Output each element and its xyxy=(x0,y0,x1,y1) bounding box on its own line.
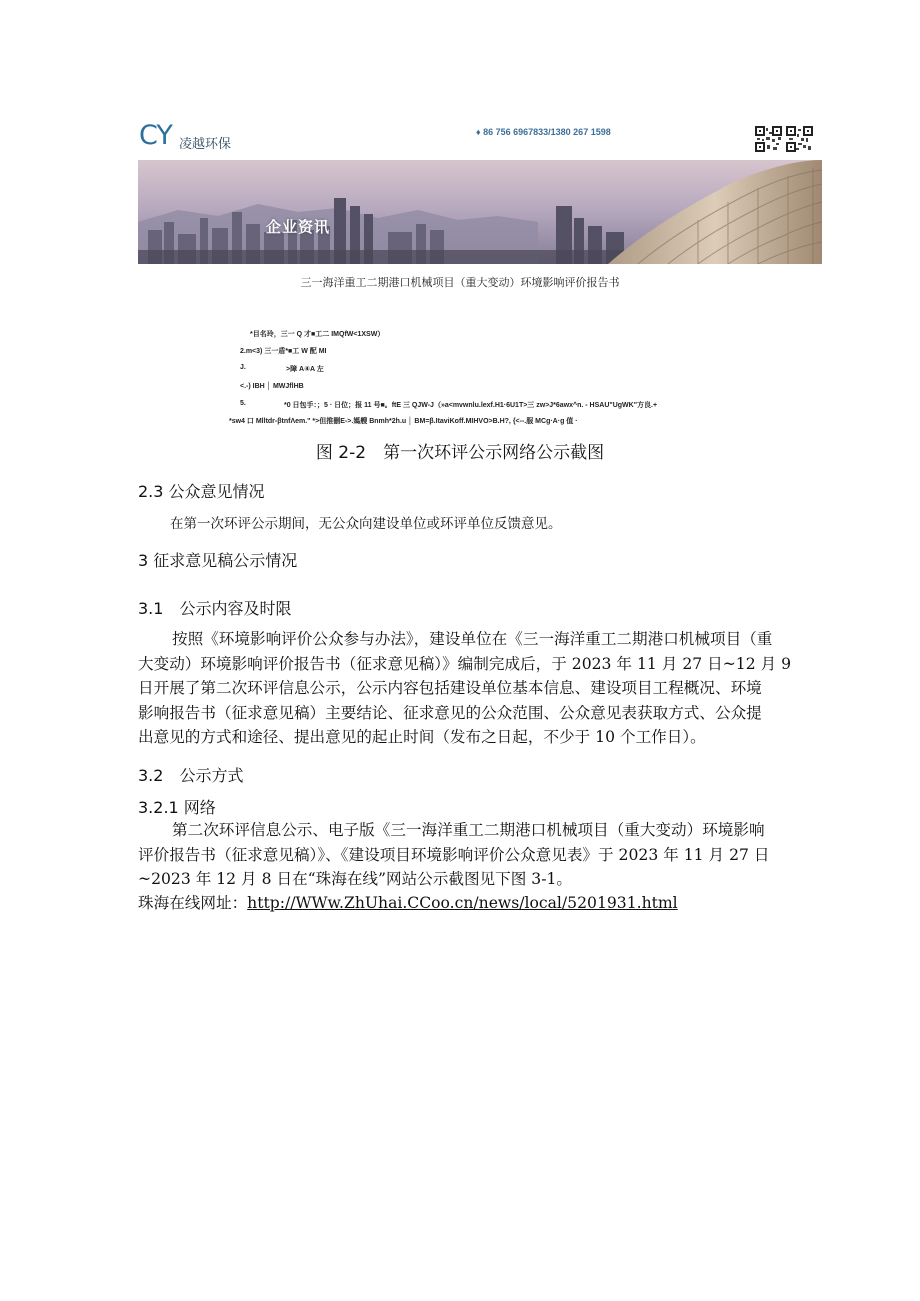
paragraph-line: 影响报告书（征求意见稿）主要结论、征求意见的公众范围、公众意见表获取方式、公众提 xyxy=(138,703,762,722)
paragraph-line: 大变动）环境影响评价报告书（征求意见稿）》编制完成后，于 2023 年 11 月 27 日~12 月 9 xyxy=(138,654,792,673)
paragraph-line: 出意见的方式和途径、提出意见的起止时间（发布之日起，不少于 10 个工作日）。 xyxy=(138,728,706,746)
garbled-line: J. xyxy=(240,364,246,371)
garbled-line: *0 日包手：；5 · 日位；报 11 号■。ftE 三 QJW-J（»a<mvwnlu.lexf.H1·6U1T>三 zw>J*6awx^n. - HSAU"UgWK"方良.+ xyxy=(284,402,658,409)
url-label: 珠海在线网址： xyxy=(138,894,248,912)
subsection-heading: 3.2.1 网络 xyxy=(138,798,216,817)
figure-caption: 图 2-2 第一次环评公示网络公示截图 xyxy=(315,443,605,463)
section-paragraph: 在第一次环评公示期间，无公众向建设单位或环评单位反馈意见。 xyxy=(170,516,562,532)
subsection-heading: 3.2 公示方式 xyxy=(138,766,244,785)
section-heading: 2.3 公众意见情况 xyxy=(138,482,265,501)
subsection-heading: 3.1 公示内容及时限 xyxy=(138,599,292,618)
section-heading: 3 征求意见稿公示情况 xyxy=(138,551,298,570)
paragraph-line: 日开展了第二次环评信息公示，公示内容包括建设单位基本信息、建设项目工程概况、环境 xyxy=(138,679,762,697)
garbled-line: >障 A④A 左 xyxy=(286,366,324,373)
paragraph-line: 第二次环评信息公示、电子版《三一海洋重工二期港口机械项目（重大变动）环境影响 xyxy=(172,821,765,839)
qr-code-icon xyxy=(755,126,782,152)
website-link[interactable]: http://WWw.ZhUhai.CCoo.cn/news/local/5201931.html xyxy=(247,894,678,912)
garbled-line: 2.m<3) 三一盾*■工 W 配 MI xyxy=(240,348,327,355)
contact-phone: ♦ 86 756 6967833/1380 267 1598 xyxy=(476,127,611,137)
garbled-line: <.-) IBH │ MWJflHB xyxy=(240,383,304,390)
garbled-line: *目名玲，三一 Q 才■工二 IMQfW<1XSW） xyxy=(250,331,385,338)
garbled-line: 5. xyxy=(240,400,246,407)
section-paragraph xyxy=(138,627,824,750)
banner-title: 企业资讯 xyxy=(266,218,331,236)
paragraph-line: ~2023 年 12 月 8 日在“珠海在线”网站公示截图见下图 3-1。 xyxy=(138,870,572,888)
section-paragraph xyxy=(138,818,824,892)
paragraph-line: 评价报告书（征求意见稿）》、《建设项目环境影响评价公众意见表》于 2023 年 11 月 27 日 xyxy=(138,845,770,864)
garbled-line: *sw4 口 Mlltdr-βtnfΛem." *>但推刪E->.媽艘 Bnmh*2h.u │ BM=β.ItaviKoff.MIHVO>B.H?, {<--.服 MCg·A·g 值 · xyxy=(229,418,578,425)
paragraph-line: 按照《环境影响评价公众参与办法》，建设单位在《三一海洋重工二期港口机械项目（重 xyxy=(172,630,773,648)
website-url-line xyxy=(138,891,678,913)
company-logo-text: 凌越环保 xyxy=(179,137,232,152)
banner-image xyxy=(138,160,822,264)
company-logo-mark: CY xyxy=(139,120,172,151)
document-running-title: 三一海洋重工二期港口机械项目（重大变动）环境影响评价报告书 xyxy=(300,276,620,289)
qr-code-icon xyxy=(786,126,813,152)
